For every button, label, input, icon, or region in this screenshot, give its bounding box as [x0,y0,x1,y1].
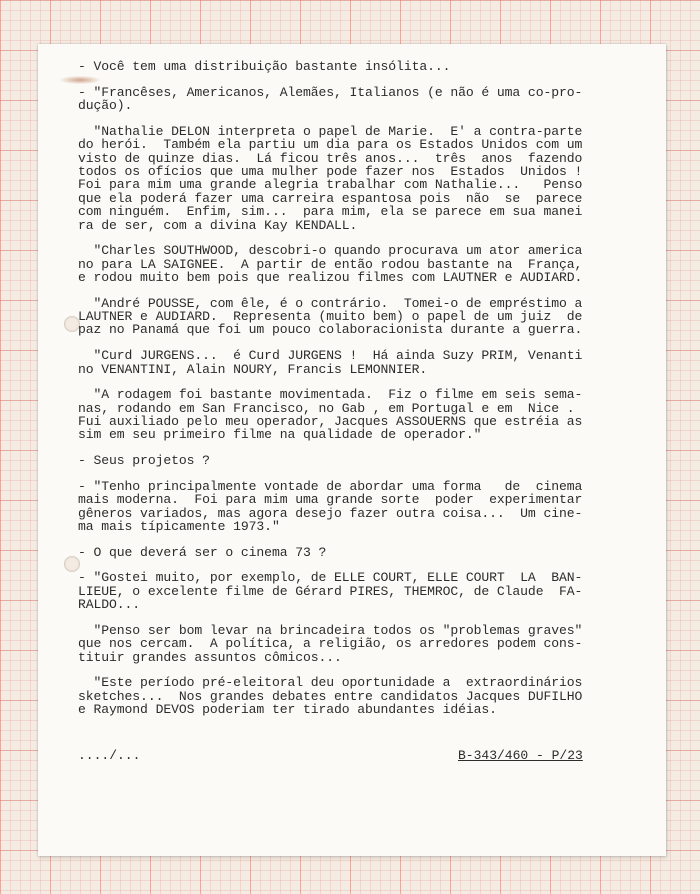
text-line: "Este período pré-eleitoral deu oportunidade a extraordinários [78,675,583,691]
text-line: - "Tenho principalmente vontade de abordar uma forma de cinema [78,478,583,494]
text-line: - O que deverá ser o cinema 73 ? [78,544,327,560]
text-line: - Seus projetos ? [78,453,210,469]
text-line: sketches... Nos grandes debates entre candidatos Jacques DUFILHO [78,688,583,704]
text-line: sim em seu primeiro filme na qualidade de operador." [78,427,482,443]
text-line: no para LA SAIGNEE. A partir de então rodou bastante na França, [78,256,583,272]
text-line: que ela poderá fazer uma carreira espantosa pois não se parece [78,190,583,206]
text-line: Foi para mim uma grande alegria trabalhar com Nathalie... Penso [78,177,583,193]
line-gap [78,533,603,545]
text-line: "Charles SOUTHWOOD, descobri-o quando procurava um ator america [78,243,583,259]
line-gap [78,611,603,623]
text-line: do herói. Também ela partiu um dia para os Estados Unidos com um [78,137,583,153]
text-line: Fui auxiliado pelo meu operador, Jacques ASSOUERNS que estréia as [78,413,583,429]
text-line: dução). [78,98,133,114]
text-line: - "Gostei muito, por exemplo, de ELLE COURT, ELLE COURT LA BAN- [78,570,583,586]
text-line: - Você tem uma distribuição bastante insólita... [78,59,451,74]
continuation-mark: ..../... [78,748,141,763]
text-line: - "Francêses, Americanos, Alemães, Italianos (e não é uma co-pro- [78,84,583,100]
text-line: e rodou muito bem pois que realizou filmes com LAUTNER e AUDIARD. [78,269,583,285]
text-line: todos os ofícios que uma mulher pode fazer nos Estados Unidos ! [78,163,583,179]
text-line: ma mais típicamente 1973." [78,518,280,534]
typed-text-body [78,60,603,716]
text-line: LAUTNER e AUDIARD. Representa (muito bem) o papel de um juiz de [78,309,583,325]
text-line: "Penso ser bom levar na brincadeira todos os "problemas graves" [78,622,583,638]
text-line: mais moderna. Foi para mim uma grande sorte poder experimentar [78,492,583,508]
line-gap [78,284,603,296]
text-line: tituir grandes assuntos cômicos... [78,649,342,665]
text-line: "A rodagem foi bastante movimentada. Fiz o filme em seis sema- [78,387,583,403]
text-line: LIEUE, o excelente filme de Gérard PIRES, THEMROC, de Claude FA- [78,583,583,599]
text-line: "Curd JURGENS... é Curd JURGENS ! Há ainda Suzy PRIM, Venanti [78,348,583,364]
text-line: que nos cercam. A política, a religião, os arredores podem cons- [78,636,583,652]
text-line: visto de quinze dias. Lá ficou três anos... três anos fazendo [78,150,583,166]
line-gap [78,112,603,124]
text-line: RALDO... [78,597,141,613]
line-gap [78,73,603,85]
text-line: com ninguém. Enfim, sim... para mim, ela se parece em sua manei [78,204,583,220]
document-reference: B-343/460 - P/23 [458,748,583,763]
text-line: "Nathalie DELON interpreta o papel de Marie. E' a contra-parte [78,123,583,139]
text-line: no VENANTINI, Alain NOURY, Francis LEMONNIER. [78,361,428,377]
text-line: "André POUSSE, com êle, é o contrário. Tomei-o de empréstimo a [78,295,583,311]
line-gap [78,467,603,479]
text-line: gêneros variados, mas agora desejo fazer outra coisa... Um cine- [78,505,583,521]
text-line: nas, rodando em San Francisco, no Gab , em Portugal e em Nice . [78,400,575,416]
text-line: e Raymond DEVOS poderiam ter tirado abundantes idéias. [78,702,497,718]
text-line: paz no Panamá que foi um pouco colaboracionista durante a guerra. [78,322,583,338]
text-line: ra de ser, com a divina Kay KENDALL. [78,217,358,233]
